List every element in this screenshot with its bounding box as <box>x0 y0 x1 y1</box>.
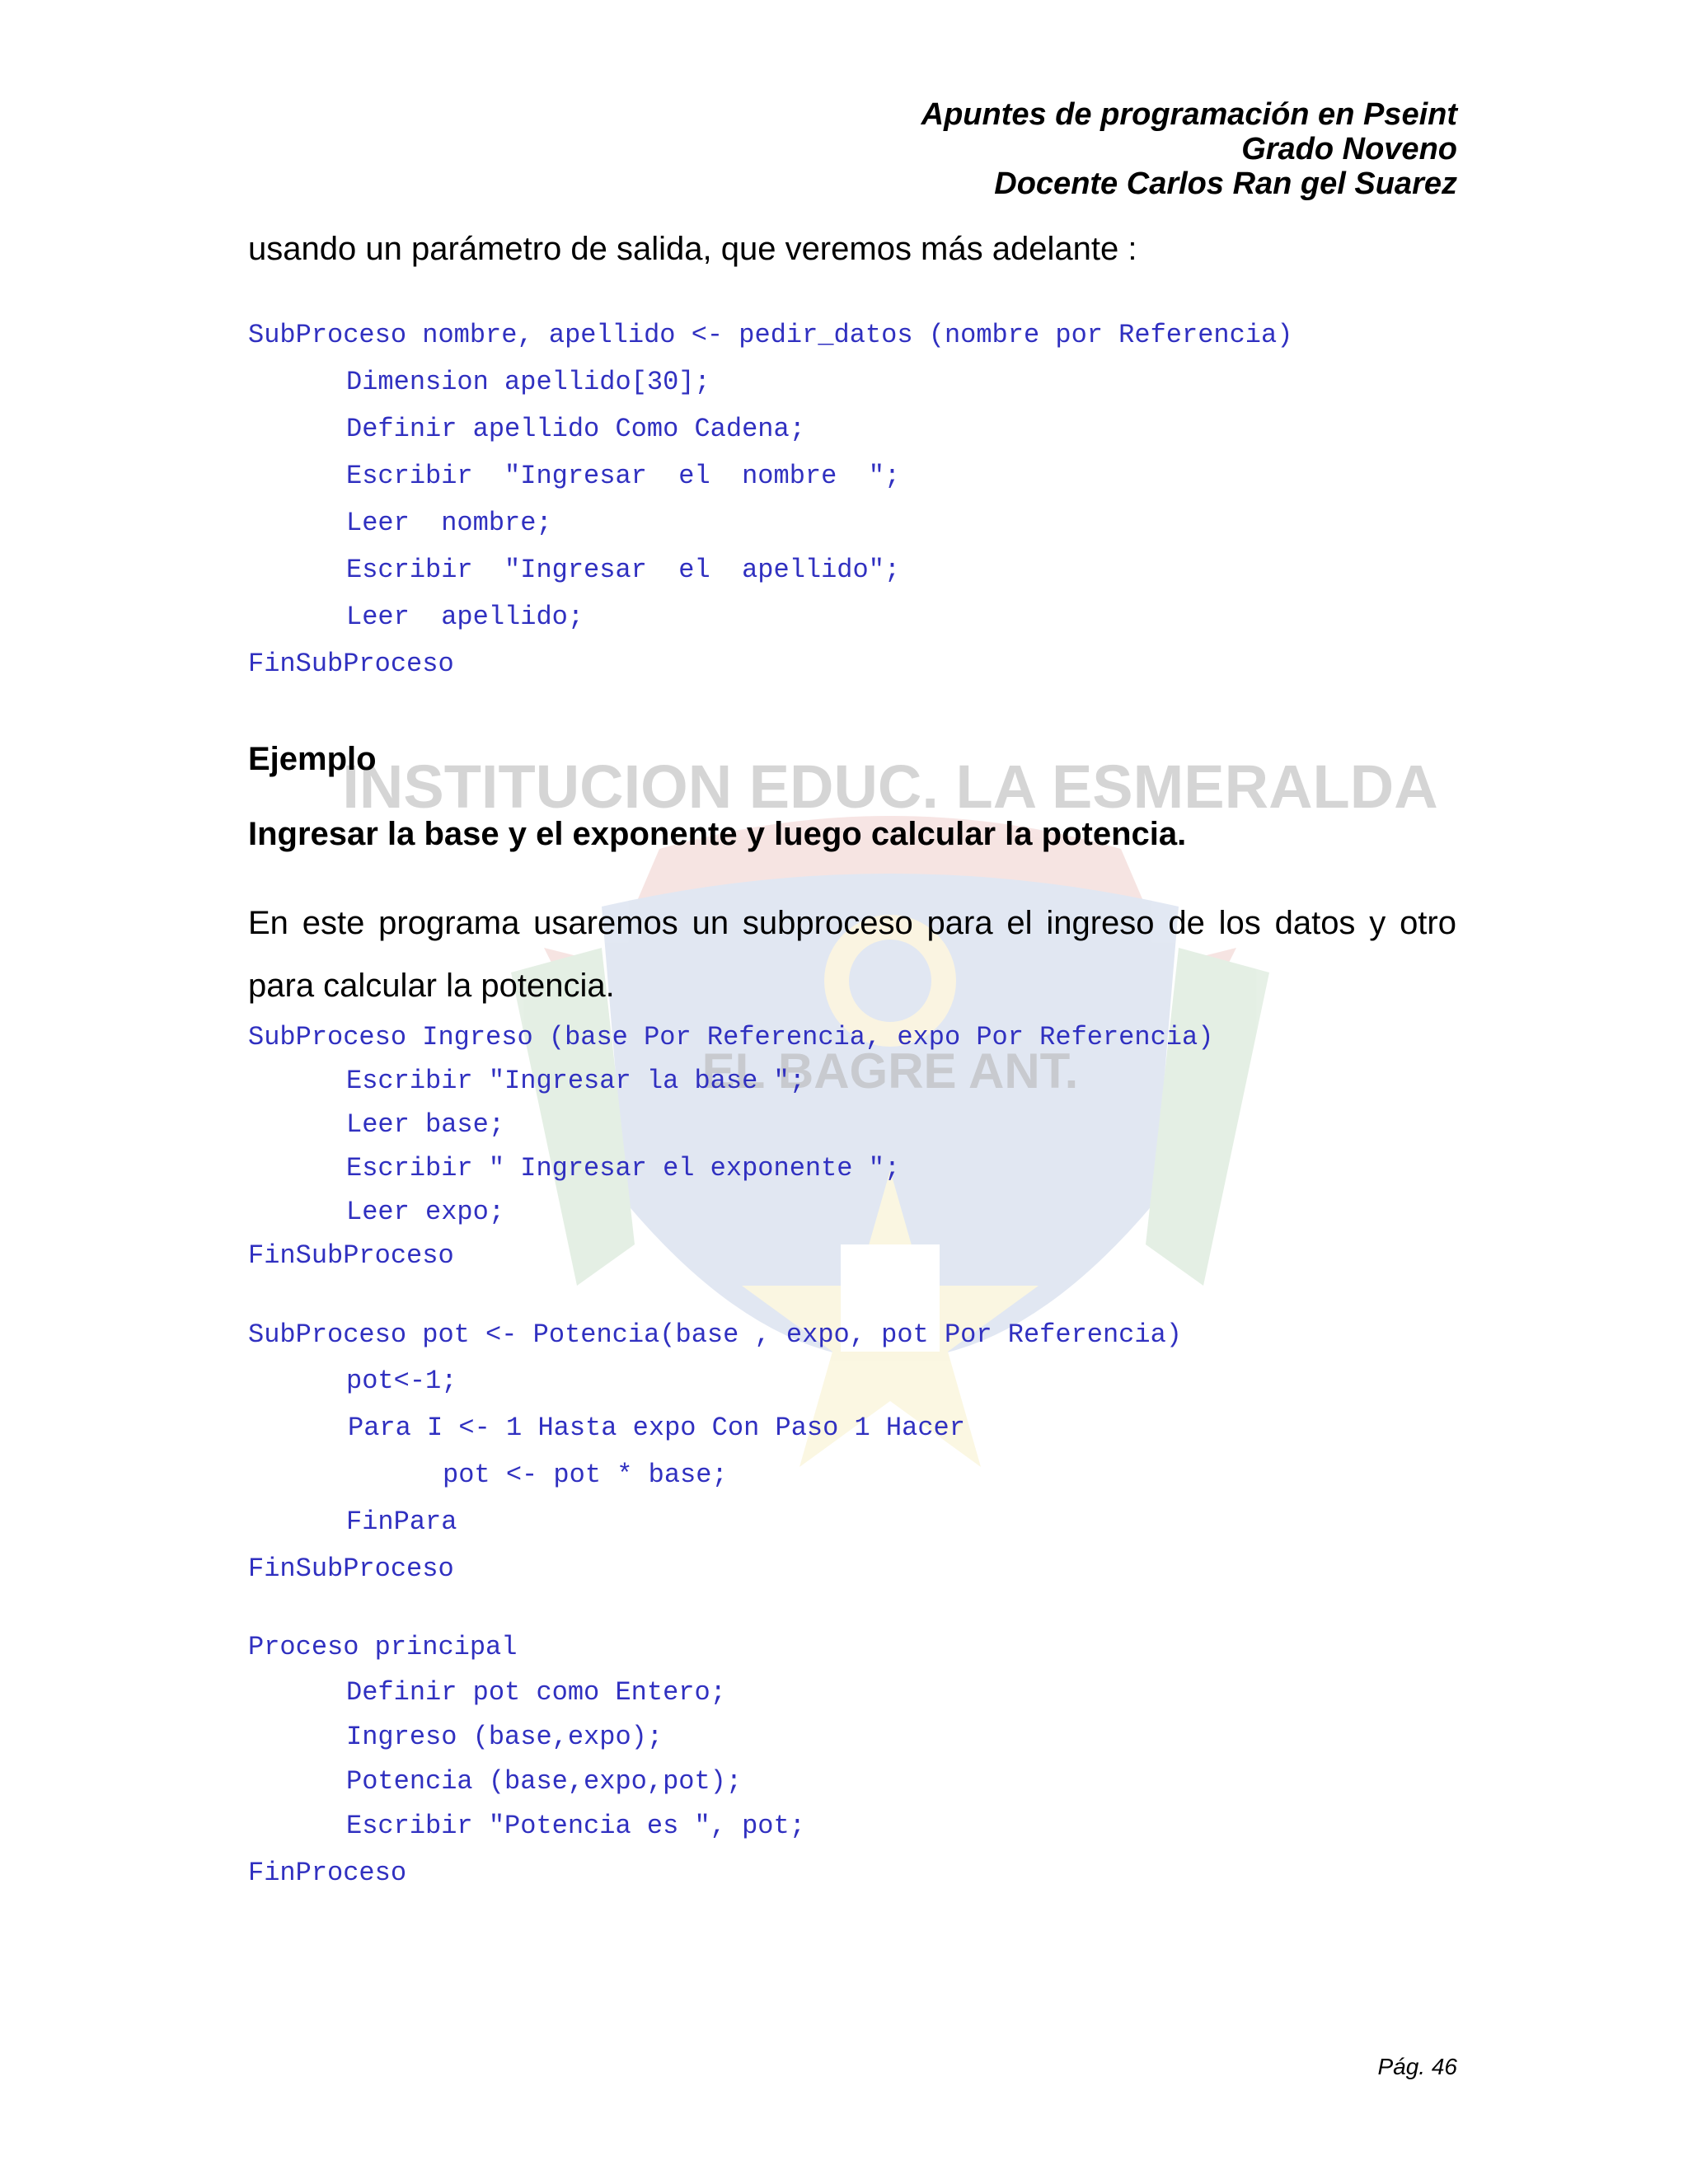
heading-example: Ejemplo <box>248 741 377 777</box>
code-line: Escribir "Ingresar la base "; <box>346 1066 805 1096</box>
code-line: Potencia (base,expo,pot); <box>346 1766 743 1797</box>
header-grade: Grado Noveno <box>1241 132 1457 166</box>
code-line: pot<-1; <box>346 1366 457 1396</box>
watermark-school-name: INSTITUCION EDUC. LA ESMERALDA <box>342 752 1438 821</box>
code-line: Para I <- 1 Hasta expo Con Paso 1 Hacer <box>348 1413 965 1443</box>
paragraph-description: En este programa usaremos un subproceso para el ingreso de los datos y otro para calcular la potencia. <box>248 905 1456 1004</box>
watermark-town: EL BAGRE ANT. <box>701 1043 1079 1099</box>
code-line: Definir pot como Entero; <box>346 1677 726 1708</box>
code-line: pot <- pot * base; <box>443 1460 728 1490</box>
code-line: FinPara <box>346 1507 457 1537</box>
code-line: SubProceso nombre, apellido <- pedir_datos (nombre por Referencia) <box>248 320 1293 350</box>
header-title: Apuntes de programación en Pseint <box>921 97 1457 132</box>
code-line: SubProceso Ingreso (base Por Referencia, expo Por Referencia) <box>248 1022 1214 1052</box>
code-line: Escribir "Ingresar el apellido"; <box>346 555 901 585</box>
code-line: Leer expo; <box>346 1197 505 1227</box>
code-line: Escribir "Ingresar el nombre "; <box>346 461 901 491</box>
code-line: FinSubProceso <box>248 1240 454 1271</box>
code-line: Leer base; <box>346 1109 505 1140</box>
code-line: SubProceso pot <- Potencia(base , expo, pot Por Referencia) <box>248 1319 1182 1350</box>
code-line: FinSubProceso <box>248 649 454 679</box>
code-line: Leer apellido; <box>346 602 584 632</box>
code-line: FinSubProceso <box>248 1554 454 1584</box>
code-line: Ingreso (base,expo); <box>346 1722 663 1752</box>
code-line: Leer nombre; <box>346 508 552 538</box>
code-line: FinProceso <box>248 1858 407 1888</box>
page-number: Pág. 46 <box>1377 2054 1457 2079</box>
page-header <box>921 97 1457 201</box>
code-line: Escribir "Potencia es ", pot; <box>346 1811 805 1841</box>
code-line: Dimension apellido[30]; <box>346 367 710 397</box>
code-line: Definir apellido Como Cadena; <box>346 414 805 444</box>
heading-task: Ingresar la base y el exponente y luego calcular la potencia. <box>248 816 1187 852</box>
code-line: Proceso principal <box>248 1632 518 1662</box>
code-line: Escribir " Ingresar el exponente "; <box>346 1153 901 1183</box>
header-teacher: Docente Carlos Ran gel Suarez <box>994 166 1457 201</box>
intro-text: usando un parámetro de salida, que veremos más adelante : <box>248 231 1137 267</box>
